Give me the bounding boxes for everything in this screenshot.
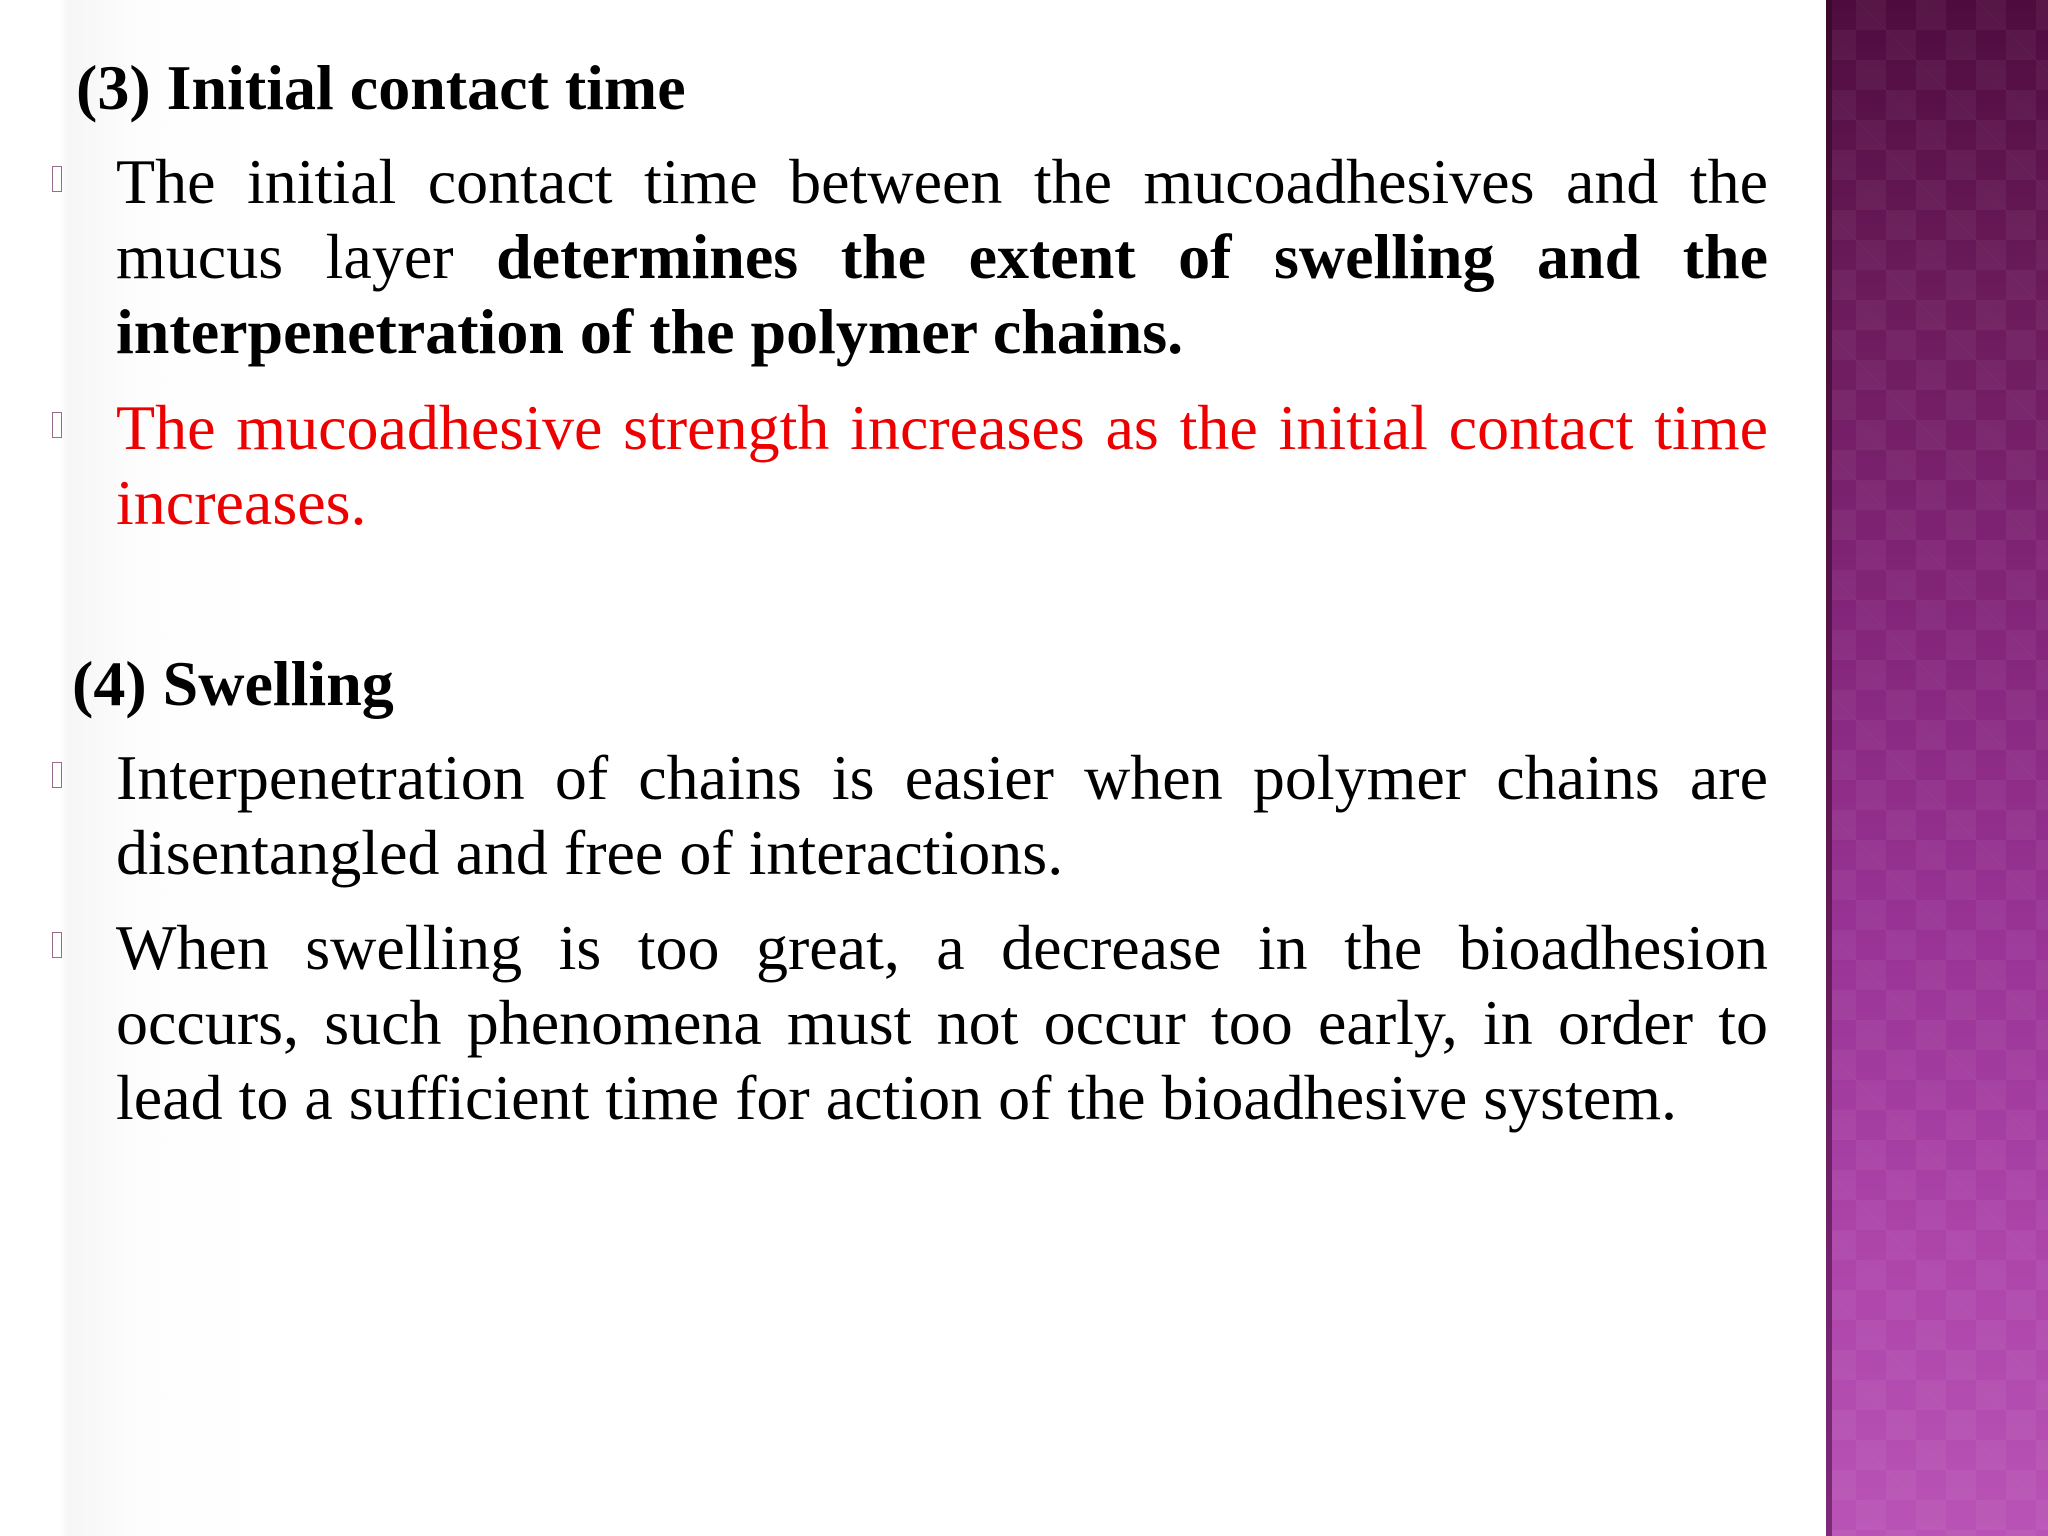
bullet-text-regular: The initial contact time between the mucoadhesives and the mucus layer bbox=[116, 146, 1768, 292]
diamond-pattern-texture bbox=[1826, 0, 2048, 1536]
section-heading-swelling: (4) Swelling bbox=[72, 648, 394, 719]
bullet-item bbox=[52, 390, 1768, 540]
bullet-item bbox=[52, 910, 1768, 1135]
bullet-item bbox=[52, 144, 1768, 369]
side-panel-edge bbox=[1826, 0, 1832, 1536]
bullet-text: When swelling is too great, a decrease in the bioadhesion occurs, such phenomena must not occur too early, in order to lead to a sufficient time for action of the bioadhesive system. bbox=[116, 912, 1768, 1133]
square-outline-bullet-icon bbox=[52, 762, 62, 788]
bullet-text-highlighted: The mucoadhesive strength increases as the initial contact time increases. bbox=[116, 392, 1768, 538]
square-outline-bullet-icon bbox=[52, 932, 62, 958]
bullet-text: Interpenetration of chains is easier when polymer chains are disentangled and free of interactions. bbox=[116, 742, 1768, 888]
bullet-text bbox=[116, 144, 1768, 369]
decorative-side-panel bbox=[1826, 0, 2048, 1536]
bullet-item bbox=[52, 740, 1768, 890]
square-outline-bullet-icon bbox=[52, 412, 62, 438]
section-heading-initial-contact-time: (3) Initial contact time bbox=[76, 52, 686, 123]
bullet-text-bold: determines the extent of swelling and the interpenetration of the polymer chains. bbox=[116, 221, 1768, 367]
square-outline-bullet-icon bbox=[52, 166, 62, 192]
